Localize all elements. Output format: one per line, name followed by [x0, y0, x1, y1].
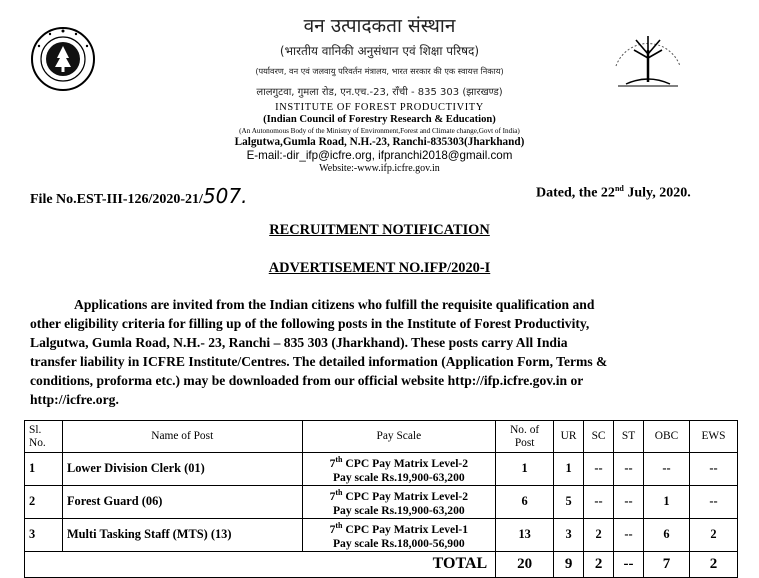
table-header-row: [25, 421, 738, 453]
row-ur: 1: [554, 453, 584, 486]
row-sc: 2: [584, 518, 614, 551]
row-sl: 1: [25, 453, 63, 486]
institute-name: INSTITUTE OF FOREST PRODUCTIVITY: [275, 102, 484, 113]
paragraph-line: http://icfre.org.: [30, 392, 119, 407]
hindi-address: लालगुटवा, गुमला रोड, एन.एच.-23, राँची - 835 303 (झारखण्ड): [256, 87, 503, 98]
advertisement-title: ADVERTISEMENT NO.IFP/2020-I: [268, 260, 491, 276]
row-obc: 6: [644, 518, 690, 551]
header-sc: SC: [584, 421, 614, 453]
hindi-title: वन उत्पादकता संस्थान: [303, 15, 456, 37]
posts-table: [24, 420, 738, 578]
handwritten-number: 507.: [202, 184, 248, 208]
hindi-council: (भारतीय वानिकी अनुसंधान एवं शिक्षा परिषद): [279, 44, 480, 58]
row-st: --: [614, 453, 644, 486]
hindi-ministry: (पर्यावरण, वन एवं जलवायु परिवर्तन मंत्रालय, भारत सरकार की एक स्वायत्त निकाय): [255, 66, 504, 76]
row-no: 6: [496, 485, 554, 518]
row-pay: 7th CPC Pay Matrix Level-1 Pay scale Rs.18,000-56,900: [302, 518, 496, 551]
paragraph-line: other eligibility criteria for filling up of the following posts in the Institute of Forest Productivity,: [30, 316, 590, 331]
row-sc: --: [584, 453, 614, 486]
row-name: Multi Tasking Staff (MTS) (13): [62, 518, 302, 551]
autonomous-body: (An Autonomous Body of the Ministry of Environment,Forest and Climate change,Govt of India): [239, 127, 520, 135]
header-pay: Pay Scale: [302, 421, 496, 453]
paragraph-line: conditions, proforma etc.) may be downloaded from our official website http://ifp.icfre.gov.in or: [30, 373, 584, 388]
row-st: --: [614, 485, 644, 518]
header-ur: UR: [554, 421, 584, 453]
row-ews: 2: [689, 518, 737, 551]
row-sl: 2: [25, 485, 63, 518]
row-obc: 1: [644, 485, 690, 518]
total-st: --: [614, 551, 644, 577]
row-no: 1: [496, 453, 554, 486]
header-st: ST: [614, 421, 644, 453]
row-ur: 5: [554, 485, 584, 518]
header-obc: OBC: [644, 421, 690, 453]
total-obc: 7: [644, 551, 690, 577]
council-name: (Indian Council of Forestry Research & Education): [263, 114, 496, 125]
file-number: File No.EST-III-126/2020-21/507.: [30, 184, 248, 208]
institute-address: Lalgutwa,Gumla Road, N.H.-23, Ranchi-835303(Jharkhand): [234, 136, 525, 148]
paragraph-line: Applications are invited from the Indian citizens who fulfill the requisite qualification and: [74, 297, 595, 312]
row-no: 13: [496, 518, 554, 551]
email-line: E-mail:-dir_ifp@icfre.org, ifpranchi2018@gmail.com: [246, 149, 513, 162]
row-ur: 3: [554, 518, 584, 551]
dated-line: Dated, the 22nd July, 2020.: [536, 184, 691, 201]
header-sl: Sl. No.: [25, 421, 63, 453]
total-sc: 2: [584, 551, 614, 577]
header-name: Name of Post: [62, 421, 302, 453]
header-no: No. of Post: [496, 421, 554, 453]
table-total-row: [25, 551, 738, 577]
row-name: Forest Guard (06): [62, 485, 302, 518]
paragraph-line: transfer liability in ICFRE Institute/Centres. The detailed information (Application Form, Terms &: [30, 354, 608, 369]
website-line: Website:-www.ifp.icfre.gov.in: [319, 163, 440, 174]
total-label: TOTAL: [25, 551, 496, 577]
row-sl: 3: [25, 518, 63, 551]
row-obc: --: [644, 453, 690, 486]
row-ews: --: [689, 453, 737, 486]
total-ur: 9: [554, 551, 584, 577]
intro-paragraph: [30, 295, 730, 409]
row-sc: --: [584, 485, 614, 518]
row-st: --: [614, 518, 644, 551]
table-row: [25, 485, 738, 518]
paragraph-line: Lalgutwa, Gumla Road, N.H.- 23, Ranchi – 835 303 (Jharkhand). These posts carry All India: [30, 335, 568, 350]
table-row: [25, 518, 738, 551]
notification-title: RECRUITMENT NOTIFICATION: [269, 222, 490, 238]
total-ews: 2: [689, 551, 737, 577]
row-pay: 7th CPC Pay Matrix Level-2 Pay scale Rs.19,900-63,200: [302, 485, 496, 518]
row-ews: --: [689, 485, 737, 518]
table-row: [25, 453, 738, 486]
row-name: Lower Division Clerk (01): [62, 453, 302, 486]
row-pay: 7th CPC Pay Matrix Level-2 Pay scale Rs.19,900-63,200: [302, 453, 496, 486]
total-no: 20: [496, 551, 554, 577]
header-ews: EWS: [689, 421, 737, 453]
